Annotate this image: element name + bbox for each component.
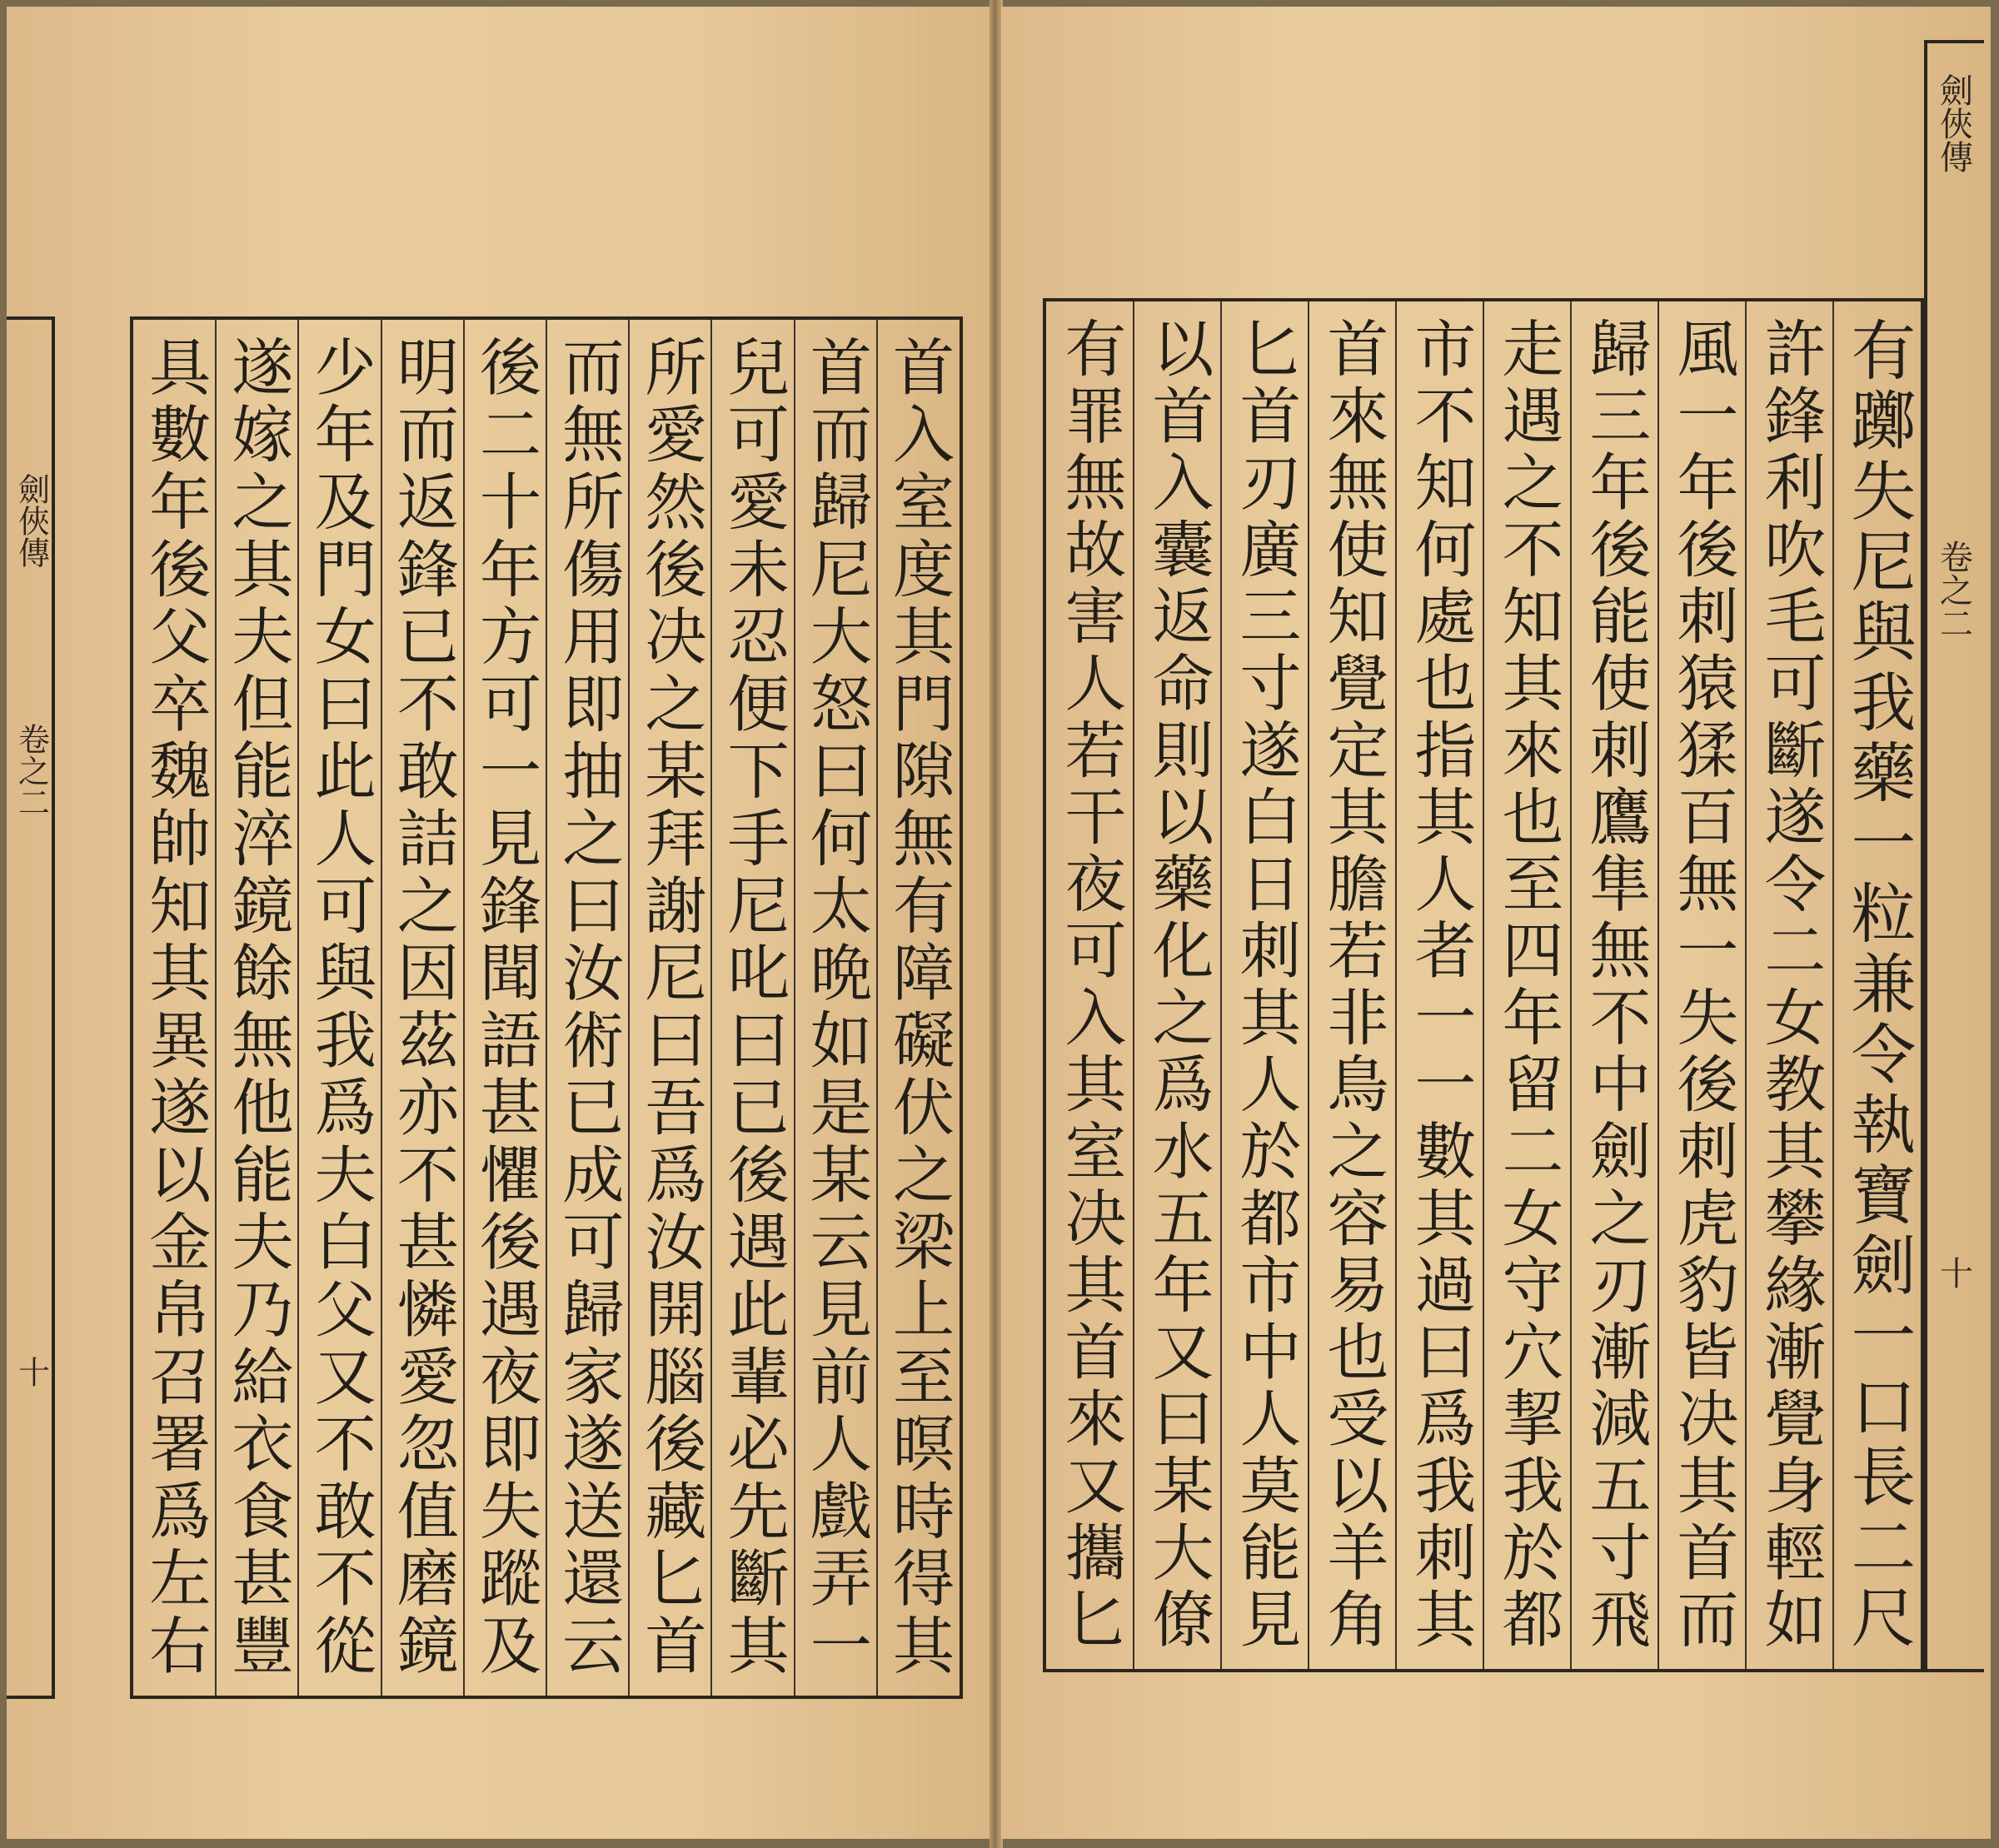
left-column-text: 首入室度其門隙無有障礙伏之梁上至暝時得其 xyxy=(882,335,955,1681)
right-column-text: 匕首刃廣三寸遂白日刺其人於都市中人莫能見 xyxy=(1229,316,1302,1654)
right-column-text: 許鋒利吹毛可斷遂令二女教其攀緣漸覺身輕如 xyxy=(1754,316,1827,1654)
left-column-text: 明而返鋒已不敢詰之因茲亦不甚憐愛忽值磨鏡 xyxy=(386,335,460,1681)
left-column-text: 而無所傷用即抽之曰汝術已成可歸家遂送還云 xyxy=(551,335,625,1681)
left-margin-juan xyxy=(13,723,50,818)
right-column-text: 以首入囊返命則以藥化之爲水五年又曰某大僚 xyxy=(1142,316,1214,1654)
left-margin-leaf-text: 十 xyxy=(12,1356,50,1387)
left-column-7 xyxy=(381,335,464,1681)
right-margin-leaf xyxy=(1932,1256,1976,1289)
left-column-text: 所愛然後决之某拜謝尼曰吾爲汝開腦後藏匕首 xyxy=(634,335,707,1681)
right-column-6 xyxy=(1396,316,1483,1654)
right-column-5 xyxy=(1483,316,1571,1654)
left-column-text: 遂嫁之其夫但能淬鏡餘無他能夫乃給衣食甚豐 xyxy=(221,335,294,1681)
right-column-text: 有罪無故害人若干夜可入其室决其首來又攜匕 xyxy=(1054,316,1127,1654)
right-margin-title xyxy=(1932,73,1976,173)
right-column-text: 歸三年後能使刺鷹隼無不中劍之刃漸減五寸飛 xyxy=(1579,316,1652,1654)
right-column-8 xyxy=(1221,316,1309,1654)
left-column-text: 首而歸尼大怒曰何太晩如是某云見前人戲弄一 xyxy=(800,335,873,1681)
right-column-text: 有躑失尼與我藥一粒兼令執寶劍一口長二尺 xyxy=(1840,316,1916,1654)
left-column-10 xyxy=(133,335,216,1681)
right-page-edge-box xyxy=(1924,40,1984,1672)
right-page xyxy=(1001,7,1991,1839)
right-column-text: 市不知何處也指其人者一一數其過曰爲我刺其 xyxy=(1404,316,1477,1654)
left-column-text: 後二十年方可一見鋒聞語甚懼後遇夜即失蹤及 xyxy=(469,335,542,1681)
right-margin-juan xyxy=(1932,540,1976,640)
left-column-3 xyxy=(711,335,794,1681)
left-column-5 xyxy=(546,335,629,1681)
left-column-text: 少年及門女曰此人可與我爲夫白父又不敢不從 xyxy=(304,335,377,1681)
right-column-text: 風一年後刺猿猱百無一失後刺虎豹皆决其首而 xyxy=(1667,316,1739,1654)
right-column-7 xyxy=(1309,316,1396,1654)
left-column-1 xyxy=(877,335,960,1681)
left-margin-juan-text: 卷之二 xyxy=(12,723,50,818)
right-margin-juan-text: 卷之二 xyxy=(1934,540,1973,640)
left-margin-title-text: 劍俠傳 xyxy=(12,473,50,568)
left-column-4 xyxy=(629,335,711,1681)
right-column-4 xyxy=(1571,316,1658,1654)
right-margin-title-text: 劍俠傳 xyxy=(1934,73,1973,173)
left-margin-title xyxy=(13,473,50,568)
left-column-text: 兒可愛未忍便下手尼叱曰已後遇此輩必先斷其 xyxy=(717,335,790,1681)
left-column-9 xyxy=(216,335,298,1681)
right-column-2 xyxy=(1746,316,1833,1654)
right-column-10 xyxy=(1046,316,1134,1654)
left-margin-leaf xyxy=(13,1356,50,1387)
right-margin-leaf-text: 十 xyxy=(1934,1256,1973,1289)
right-column-text: 走遇之不知其來也至四年留二女守穴挈我於都 xyxy=(1492,316,1564,1654)
right-column-1 xyxy=(1833,316,1921,1654)
left-column-8 xyxy=(298,335,381,1681)
right-column-3 xyxy=(1658,316,1746,1654)
right-column-9 xyxy=(1134,316,1221,1654)
right-column-text: 首來無使知覺定其膽若非鳥之容易也受以羊角 xyxy=(1317,316,1389,1654)
left-page xyxy=(7,7,991,1839)
left-column-2 xyxy=(795,335,877,1681)
left-column-text: 具數年後父卒魏帥知其異遂以金帛召署爲左右 xyxy=(138,335,212,1681)
left-column-6 xyxy=(464,335,546,1681)
